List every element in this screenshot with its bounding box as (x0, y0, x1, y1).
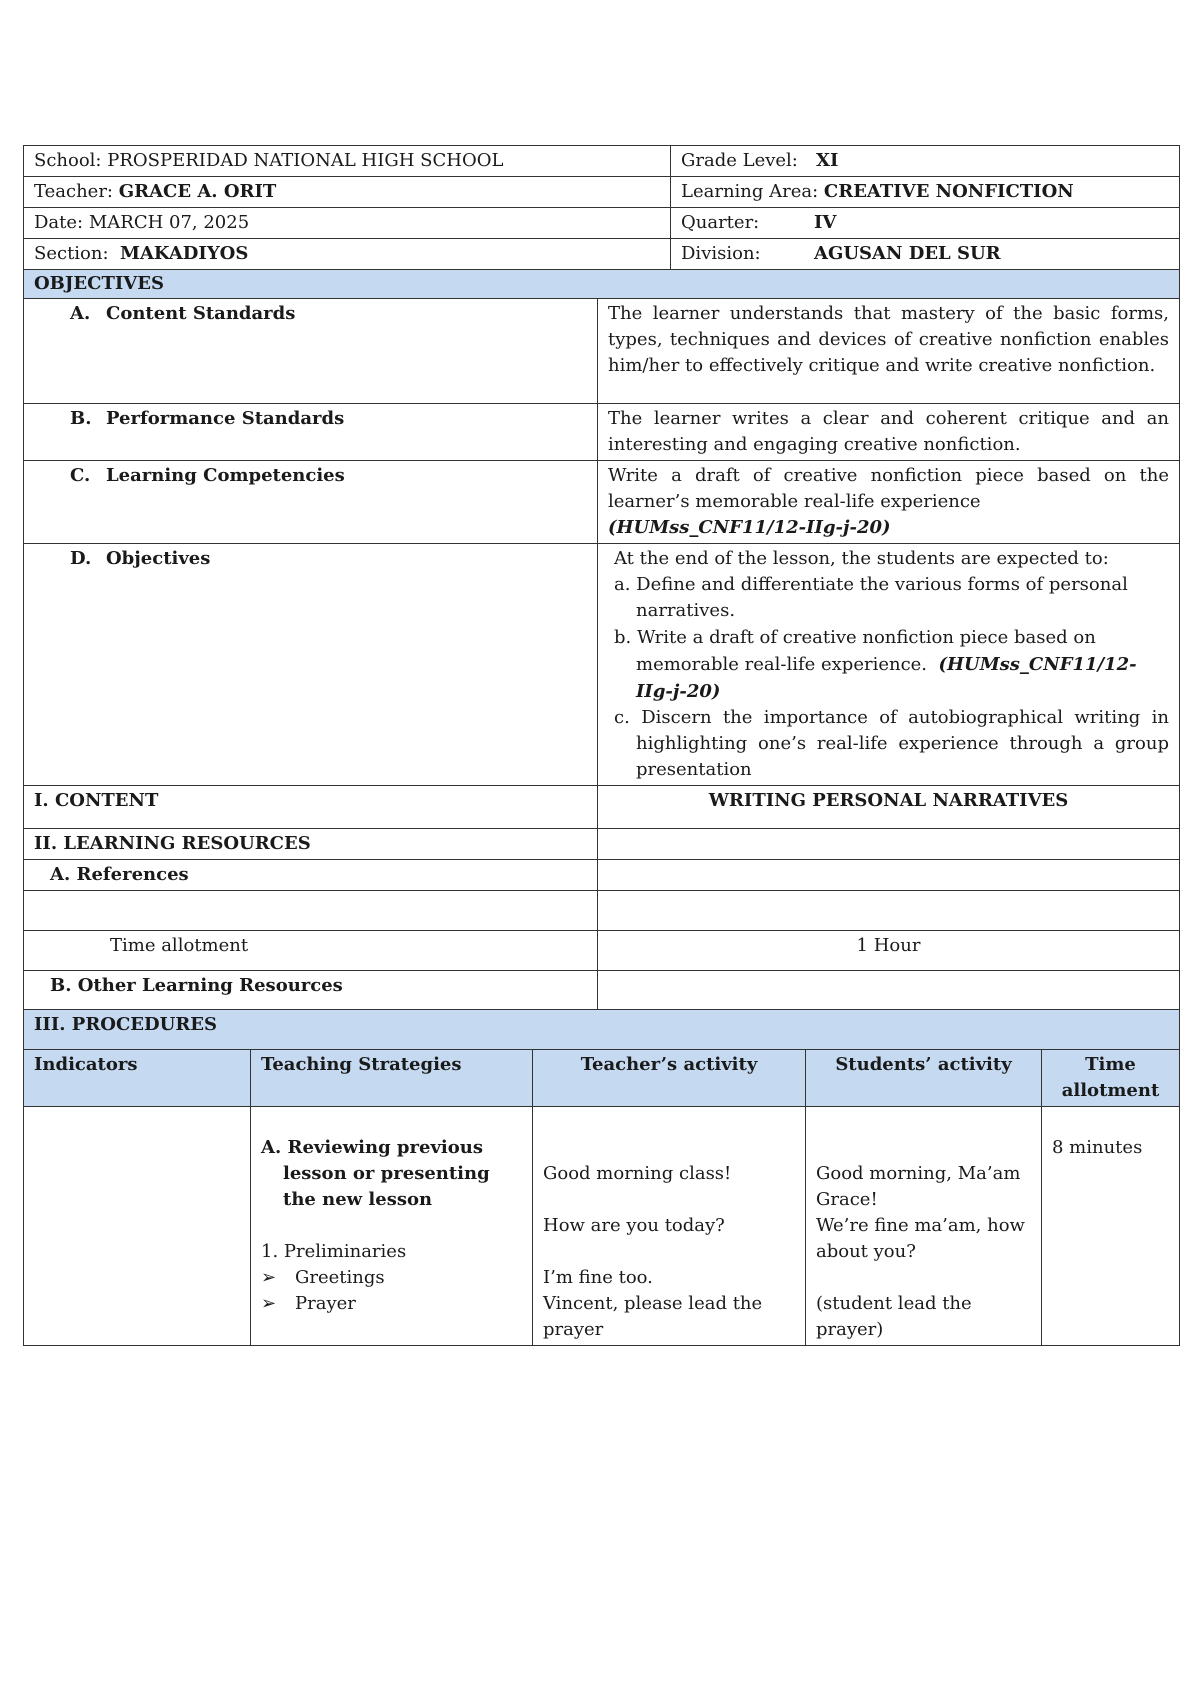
area-label: Learning Area: (681, 181, 819, 202)
time-allotment-value: 1 Hour (856, 934, 921, 956)
time-allotment-label-cell (24, 930, 598, 970)
col-teacher (533, 1050, 806, 1107)
content-standards-text: The learner understands that mastery of the basic forms, types, techniques and devices of creative nonfiction enables him/her to effectively critique and write creative nonfiction. (598, 298, 1180, 403)
references-blank-left (24, 890, 598, 930)
teacher-line-2: How are you today? (543, 1215, 725, 1236)
prayer-item (261, 1291, 522, 1317)
teacher-line-4: Vincent, please lead the prayer (543, 1293, 763, 1340)
teacher-cell (24, 177, 671, 208)
objectives-heading-row (24, 269, 1180, 298)
objectives-label: Objectives (106, 547, 211, 569)
student-line-2: We’re fine ma’am, how about you? (816, 1215, 1025, 1262)
other-resources-row (24, 970, 1180, 1010)
col-strategies (251, 1050, 533, 1107)
content-standards-label: Content Standards (106, 302, 296, 324)
time-cell (1042, 1107, 1180, 1346)
content-value: WRITING PERSONAL NARRATIVES (708, 789, 1069, 811)
time-allotment-value-cell (598, 930, 1180, 970)
indicator-cell (24, 1107, 251, 1346)
references-blank-row (24, 890, 1180, 930)
other-resources-label-cell (24, 970, 598, 1010)
content-standards-letter: A. (70, 302, 91, 324)
content-row (24, 785, 1180, 828)
time-allotment-label: Time allotment (110, 934, 249, 956)
section-cell (24, 239, 671, 270)
division-label: Division: (681, 243, 761, 264)
grade-cell (671, 146, 1180, 177)
performance-standards-row (24, 403, 1180, 460)
division-value: AGUSAN DEL SUR (814, 243, 1001, 264)
col-strategies-text: Teaching Strategies (261, 1054, 462, 1075)
col-indicators-text: Indicators (34, 1054, 138, 1075)
section-value: MAKADIYOS (120, 243, 249, 264)
col-time-text: Time allotment (1061, 1054, 1160, 1101)
objectives-letter: D. (70, 547, 92, 569)
objectives-row (24, 543, 1180, 785)
header-row-section (24, 239, 1180, 270)
learning-resources-row (24, 828, 1180, 859)
other-resources-value-cell (598, 970, 1180, 1010)
greetings-text: Greetings (295, 1267, 385, 1288)
performance-standards-letter: B. (70, 407, 92, 429)
learning-competencies-letter: C. (70, 464, 91, 486)
content-label-cell (24, 785, 598, 828)
other-resources-label: B. Other Learning Resources (50, 974, 343, 996)
area-cell (671, 177, 1180, 208)
procedure-row (24, 1107, 1180, 1346)
procedures-heading (24, 1010, 1180, 1050)
greetings-item (261, 1265, 522, 1291)
strategy-cell (251, 1107, 533, 1346)
quarter-value: IV (814, 212, 837, 233)
content-label: I. CONTENT (34, 789, 159, 811)
learning-competencies-row (24, 460, 1180, 543)
col-indicators (24, 1050, 251, 1107)
objectives-heading (24, 269, 1180, 298)
learning-competencies-label-cell (24, 460, 598, 543)
prayer-text: Prayer (295, 1293, 356, 1314)
learning-competencies-text: Write a draft of creative nonfiction piece based on the learner’s memorable real-life experience (608, 464, 1169, 512)
learning-resources-value-cell (598, 828, 1180, 859)
col-teacher-text: Teacher’s activity (580, 1054, 758, 1075)
date-text: Date: MARCH 07, 2025 (34, 212, 250, 233)
references-row (24, 859, 1180, 890)
teacher-activity-cell (533, 1107, 806, 1346)
col-time (1042, 1050, 1180, 1107)
arrow-bullet-icon: ➢ (261, 1293, 277, 1314)
objectives-heading-text: OBJECTIVES (34, 272, 164, 294)
performance-standards-label-cell (24, 403, 598, 460)
header-row-date (24, 208, 1180, 239)
strategy-title: A. Reviewing previous lesson or presenting the new lesson (261, 1137, 490, 1210)
learning-resources-label-cell (24, 828, 598, 859)
school-cell (24, 146, 671, 177)
content-value-cell (598, 785, 1180, 828)
procedures-table (23, 1009, 1180, 1346)
references-label-cell (24, 859, 598, 890)
grade-value: XI (816, 150, 839, 171)
procedures-columns-row (24, 1050, 1180, 1107)
teacher-line-3: I’m fine too. (543, 1267, 653, 1288)
performance-standards-text: The learner writes a clear and coherent critique and an interesting and engaging creative nonfiction. (598, 403, 1180, 460)
procedures-heading-row (24, 1010, 1180, 1050)
objective-b: b. Write a draft of creative nonfiction piece based on memorable real-life experience. (614, 626, 1096, 675)
teacher-line-1: Good morning class! (543, 1163, 732, 1184)
student-line-1: Good morning, Ma’am Grace! (816, 1163, 1021, 1210)
school-text: School: PROSPERIDAD NATIONAL HIGH SCHOOL (34, 150, 504, 171)
section-label: Section: (34, 243, 109, 264)
procedures-heading-text: III. PROCEDURES (34, 1014, 217, 1035)
references-blank-right (598, 890, 1180, 930)
objective-a: a. Define and differentiate the various forms of personal narratives. (614, 573, 1128, 621)
content-standards-row (24, 298, 1180, 403)
grade-label: Grade Level: (681, 150, 798, 171)
learning-competencies-label: Learning Competencies (106, 464, 345, 486)
arrow-bullet-icon: ➢ (261, 1267, 277, 1288)
references-value-cell (598, 859, 1180, 890)
learning-competencies-cell (598, 460, 1180, 543)
header-row-teacher (24, 177, 1180, 208)
quarter-label: Quarter: (681, 212, 760, 233)
learning-resources-label: II. LEARNING RESOURCES (34, 832, 311, 854)
objectives-label-cell (24, 543, 598, 785)
performance-standards-label: Performance Standards (106, 407, 345, 429)
col-students-text: Students’ activity (835, 1054, 1012, 1075)
division-cell (671, 239, 1180, 270)
student-line-3: (student lead the prayer) (816, 1293, 972, 1340)
lesson-plan (23, 145, 1179, 1346)
teacher-value: GRACE A. ORIT (118, 181, 277, 202)
time-value: 8 minutes (1052, 1137, 1143, 1158)
objective-b-wrap (614, 624, 1169, 705)
area-value: CREATIVE NONFICTION (823, 181, 1074, 202)
objectives-cell (598, 543, 1180, 785)
quarter-cell (671, 208, 1180, 239)
col-students (806, 1050, 1042, 1107)
preliminaries: 1. Preliminaries (261, 1241, 407, 1262)
objectives-intro: At the end of the lesson, the students are expected to: (614, 547, 1109, 569)
header-row-school (24, 146, 1180, 177)
date-cell (24, 208, 671, 239)
objective-b-code: (HUMss_CNF11/12-IIg-j-20) (636, 653, 1137, 702)
content-standards-label-cell (24, 298, 598, 403)
teacher-label: Teacher: (34, 181, 113, 202)
time-allotment-row (24, 930, 1180, 970)
objective-c: c. Discern the importance of autobiographical writing in highlighting one’s real-life experience through a group presentation (614, 706, 1169, 780)
student-activity-cell (806, 1107, 1042, 1346)
learning-competencies-code: (HUMss_CNF11/12-IIg-j-20) (608, 516, 891, 538)
header-table (23, 145, 1180, 270)
references-label: A. References (50, 863, 189, 885)
objectives-table (23, 269, 1180, 1011)
